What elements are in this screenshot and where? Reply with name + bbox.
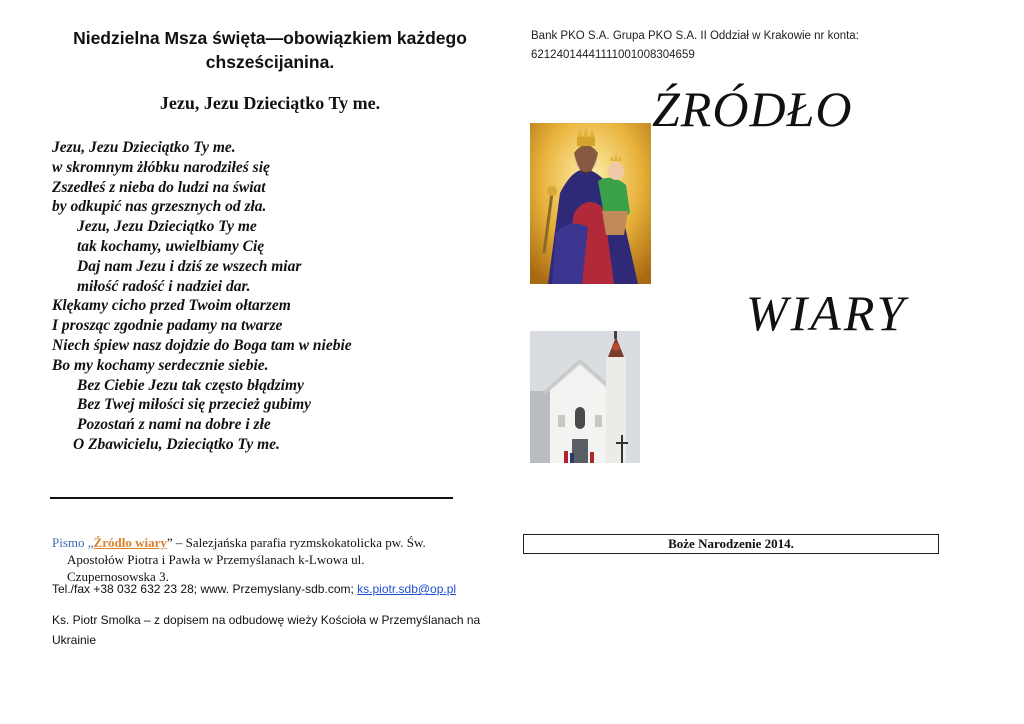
song-lyrics [52,138,492,455]
pub-rest: ” – Salezjańska parafia ryzmskokatolicka pw. Św. [166,535,426,550]
pub-prefix: Pismo „ [52,535,94,550]
lyric-line: Zszedłeś z nieba do ludzi na świat [52,178,266,196]
song-title: Jezu, Jezu Dzieciątko Ty me. [159,93,381,113]
lyric-line: Daj nam Jezu i dziś ze wszech miar [77,257,302,275]
lyric-line: by odkupić nas grzesznych od zła. [52,198,267,216]
divider [50,497,453,499]
lyric-line: Niech śpiew nasz dojdzie do Boga tam w niebie [52,336,352,354]
author-note: Ks. Piotr Smolka – z dopisem na odbudowę wieży Kościoła w Przemyślanach na Ukrainie [52,613,481,647]
lyric-line: Klękamy cicho przed Twoim ołtarzem [52,297,291,315]
title-word-wiary: WIARY [746,285,908,341]
email-link[interactable]: ks.piotr.sdb@op.pl [357,582,457,596]
madonna-image [530,123,651,284]
page-heading [60,26,480,74]
bank-account-info [531,27,951,65]
lyric-line: Jezu, Jezu Dzieciątko Ty me [77,218,257,236]
heading-line-1: Niedzielna Msza święta—obowiązkiem każdego [73,28,467,48]
lyric-line: miłość radość i nadziei dar. [77,277,251,295]
pub-title: Źródło wiary [93,535,167,550]
church-image [530,331,640,463]
heading-line-2: chsześcijanina. [205,52,335,72]
tel-text: Tel./fax +38 032 632 23 28; www. Przemyslany-sdb.com; [52,582,354,596]
lyric-line: O Zbawicielu, Dzieciątko Ty me. [73,435,280,453]
issue-date-box: Boże Narodzenie 2014. [523,534,939,554]
pub-line-3: Czupernosowska 3. [67,569,169,584]
pub-line-2: Apostołów Piotra i Pawła w Przemyślanach k-Lwowa ul. [67,552,365,567]
lyric-line: Pozostań z nami na dobre i złe [77,416,271,434]
lyric-line: w skromnym żłóbku narodziłeś się [52,158,270,176]
lyric-line: Jezu, Jezu Dzieciątko Ty me. [52,139,236,156]
lyric-line: tak kochamy, uwielbiamy Cię [77,237,265,255]
bank-line-1: Bank PKO S.A. Grupa PKO S.A. II Oddział w Krakowie nr konta: [531,30,859,42]
lyric-line: Bo my kochamy serdecznie siebie. [52,356,269,374]
lyric-line: Bez Ciebie Jezu tak często błądzimy [77,376,304,394]
lyric-line: I prosząc zgodnie padamy na twarze [52,317,283,335]
title-word-zrodlo: ŹRÓDŁO [652,81,853,137]
lyric-line: Bez Twej miłości się przecież gubimy [77,396,312,414]
contact-line [52,582,492,596]
publication-info [52,534,472,585]
bank-account-number: 62124014441111001008304659 [531,49,695,61]
